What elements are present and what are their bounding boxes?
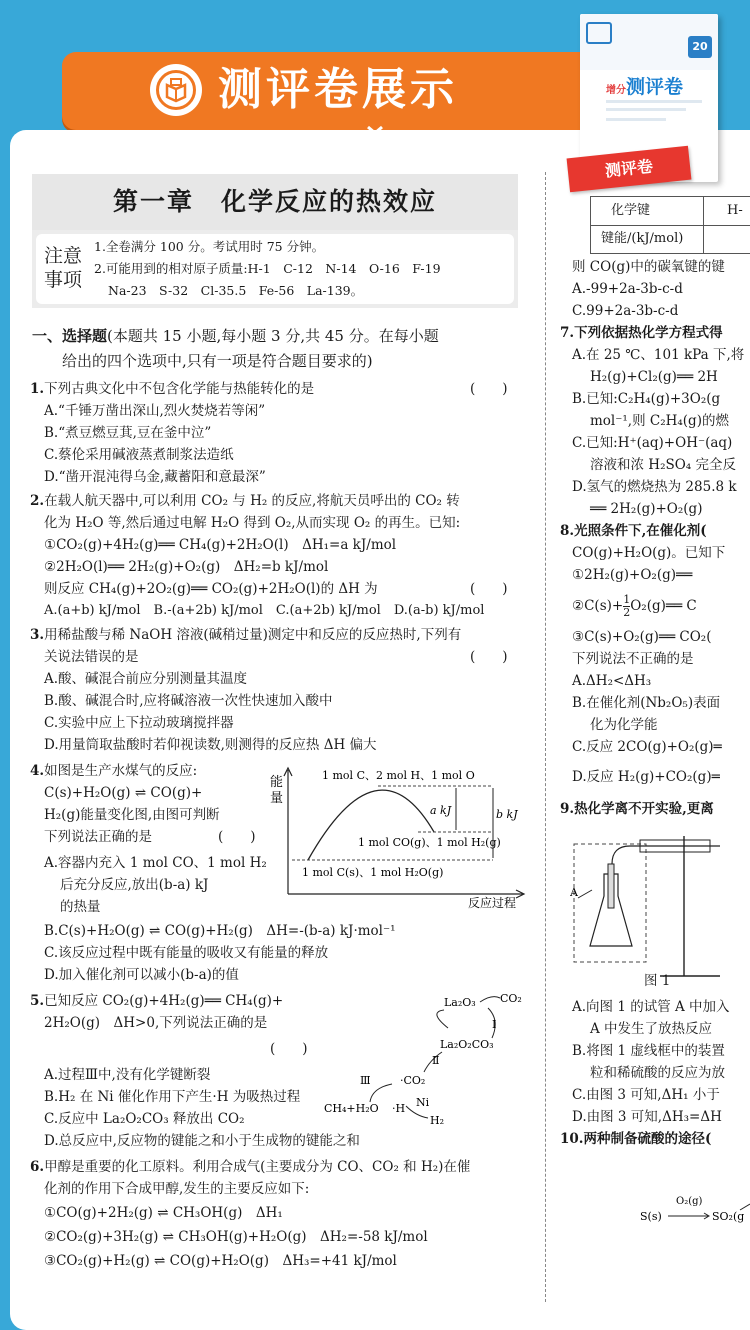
q5-line-1: 5.已知反应 CO₂(g)+4H₂(g)══ CH₄(g)+ [30, 993, 284, 1009]
b-kj-label: b kJ [496, 808, 518, 821]
q7-d: D.氢气的燃烧热为 285.8 k [572, 479, 737, 495]
chapter-title: 第一章 化学反应的热效应 [112, 187, 437, 216]
q7-b-2: mol⁻¹,则 C₂H₄(g)的燃 [590, 413, 729, 429]
sulfur-path-diagram [640, 1190, 750, 1230]
q3-option-a: A.酸、碱混合前应分别测量其温度 [44, 671, 248, 687]
level-mid-label: 1 mol CO(g)、1 mol H₂(g) [358, 836, 501, 849]
q1-option-d: D.“凿开混沌得乌金,藏蓄阳和意最深” [44, 469, 266, 485]
co2-top-label: CO₂ [500, 992, 522, 1005]
h2-label: H₂ [430, 1114, 445, 1127]
q7-a-2: H₂(g)+Cl₂(g)══ 2H [590, 369, 718, 385]
q2-line-3: 则反应 CH₄(g)+2O₂(g)══ CO₂(g)+2H₂O(l)的 ΔH 为 [44, 581, 378, 597]
q8-line-2: CO(g)+H₂O(g)。已知下 [572, 545, 726, 561]
h-radical-label: ·H [392, 1102, 406, 1115]
q2-line-2: 化为 H₂O 等,然后通过电解 H₂O 得到 O₂,从而实现 O₂ 的再生。已知: [44, 515, 461, 531]
q4-option-a-1: A.容器内充入 1 mol CO、1 mol H₂ [44, 855, 267, 871]
notes-line-2: 2.可能用到的相对原子质量:H-1 C-12 N-14 O-16 F-19 [94, 261, 441, 276]
q1-option-c: C.蔡伦采用碱液蒸煮制浆法造纸 [44, 447, 234, 463]
q4-option-d: D.加入催化剂可以减小(b-a)的值 [44, 967, 239, 983]
q9-c: C.由图 3 可知,ΔH₁ 小于 [572, 1087, 720, 1103]
q6-eq-1: ①CO(g)+2H₂(g) ⇌ CH₃OH(g) ΔH₁ [44, 1205, 283, 1221]
y-axis-label-2: 量 [270, 791, 284, 806]
figure-1-label: 图 1 [644, 973, 671, 989]
q6-line-2: 化剂的作用下合成甲醇,发生的主要反应如下: [44, 1181, 310, 1197]
q8-b: B.在催化剂(Nb₂O₅)表面 [572, 695, 721, 711]
q6-line-1: 6.甲醇是重要的化工原料。利用合成气(主要成分为 CO、CO₂ 和 H₂)在催 [30, 1159, 471, 1175]
q8-sub: 下列说法不正确的是 [572, 651, 694, 667]
step-iii-label: Ⅲ [360, 1074, 371, 1087]
q1-option-a: A.“千锤万凿出深山,烈火焚烧若等闲” [44, 403, 266, 419]
q9-d: D.由图 3 可知,ΔH₃=ΔH [572, 1109, 722, 1125]
q4-option-a-2: 后充分反应,放出(b-a) kJ [60, 877, 209, 893]
step-i-label: Ⅰ [492, 1018, 497, 1031]
notes-line-1: 1.全卷满分 100 分。考试用时 75 分钟。 [94, 239, 325, 254]
q9-b-2: 粒和稀硫酸的反应为放 [590, 1065, 725, 1081]
label-a: A [570, 886, 578, 899]
q10-stem: 10.两种制备硫酸的途径( [560, 1131, 712, 1147]
q8-c: C.反应 2CO(g)+O₂(g)═ [572, 739, 722, 755]
q8-a: A.ΔH₂<ΔH₃ [572, 673, 652, 689]
q1-stem: 1.下列古典文化中不包含化学能与热能转化的是 [30, 381, 315, 397]
right-column [560, 160, 750, 1301]
a-kj-label: a kJ [430, 804, 452, 817]
book-icon [150, 64, 202, 116]
svg-text:S(s): S(s) [640, 1210, 662, 1223]
notes-label: 注意 事项 [43, 245, 82, 291]
bond-energy-table: 化学键 H- 键能/(kJ/mol) [590, 196, 750, 254]
q4-option-a-3: 的热量 [60, 899, 101, 915]
q4-line-1: 4.如图是生产水煤气的反应: [30, 763, 198, 779]
q5-bracket: ( ) [270, 1041, 308, 1057]
q2-eq-1: ①CO₂(g)+4H₂(g)══ CH₄(g)+2H₂O(l) ΔH₁=a kJ/mol [44, 537, 397, 553]
q4-bracket: ( ) [218, 829, 256, 845]
q5-option-d: D.总反应中,反应物的键能之和小于生成物的键能之和 [44, 1133, 360, 1149]
q8-eq-2: ②C(s)+ $\frac{1}{2}$ O₂(g)══ C [572, 593, 697, 619]
q8-eq-3: ③C(s)+O₂(g)══ CO₂( [572, 629, 712, 645]
column-divider [545, 172, 546, 1302]
banner-title: 测评卷展示 [218, 64, 458, 115]
q2-bracket: ( ) [470, 581, 508, 597]
level-top-label: 1 mol C、2 mol H、1 mol O [322, 769, 475, 782]
ni-label: Ni [416, 1096, 430, 1109]
notes-line-3: Na-23 S-32 Cl-35.5 Fe-56 La-139。 [108, 283, 364, 298]
y-axis-label-1: 能 [270, 775, 284, 790]
reaction-cycle-diagram [320, 988, 530, 1128]
q5-option-c: C.反应中 La₂O₂CO₃ 释放出 CO₂ [44, 1111, 245, 1127]
q2-eq-2: ②2H₂O(l)══ 2H₂(g)+O₂(g) ΔH₂=b kJ/mol [44, 559, 329, 575]
q7-a: A.在 25 ℃、101 kPa 下,将 [572, 347, 745, 363]
q4-line-3: H₂(g)能量变化图,由图可判断 [44, 807, 220, 823]
right-line-3: C.99+2a-3b-c-d [572, 303, 679, 319]
energy-diagram [268, 764, 528, 910]
q4-option-c: C.该反应过程中既有能量的吸收又有能量的释放 [44, 945, 329, 961]
q9-a-2: A 中发生了放热反应 [590, 1021, 713, 1037]
q4-line-2: C(s)+H₂O(g) ⇌ CO(g)+ [44, 785, 203, 801]
q3-option-d: D.用量筒取盐酸时若仰视读数,则测得的反应热 ΔH 偏大 [44, 737, 377, 753]
svg-text:O₂(g): O₂(g) [676, 1196, 703, 1207]
q7-d-2: ══ 2H₂(g)+O₂(g) [590, 501, 703, 517]
q8-stem: 8.光照条件下,在催化剂( [560, 523, 707, 539]
q5-option-a: A.过程Ⅲ中,没有化学键断裂 [44, 1067, 211, 1083]
q1-option-b: B.“煮豆燃豆萁,豆在釜中泣” [44, 425, 212, 441]
section-desc: 给出的四个选项中,只有一项是符合题目要求的) [62, 352, 373, 370]
q3-line-1: 3.用稀盐酸与稀 NaOH 溶液(碱稍过量)测定中和反应的反应热时,下列有 [30, 627, 462, 643]
q2-options: A.(a+b) kJ/mol B.-(a+2b) kJ/mol C.(a+2b) kJ/mol D.(a-b) kJ/mol [44, 603, 485, 618]
q7-c: C.已知:H⁺(aq)+OH⁻(aq) [572, 435, 733, 451]
la2o3-label: La₂O₃ [444, 996, 476, 1009]
q9-b: B.将图 1 虚线框中的装置 [572, 1043, 725, 1059]
q6-eq-2: ②CO₂(g)+3H₂(g) ⇌ CH₃OH(g)+H₂O(g) ΔH₂=-58 kJ/mol [44, 1229, 428, 1245]
q8-b-2: 化为化学能 [590, 717, 658, 733]
q3-option-b: B.酸、碱混合时,应将碱溶液一次性快速加入酸中 [44, 693, 333, 709]
section-heading: 一、选择题(本题共 15 小题,每小题 3 分,共 45 分。在每小题 [32, 327, 439, 345]
q9-stem: 9.热化学离不开实验,更离 [560, 801, 714, 817]
q5-option-b: B.H₂ 在 Ni 催化作用下产生·H 为吸热过程 [44, 1089, 301, 1105]
q4-line-4: 下列说法正确的是 [44, 829, 152, 845]
q5-line-2: 2H₂O(g) ΔH>0,下列说法正确的是 [44, 1015, 268, 1031]
apparatus-figure [570, 836, 750, 986]
right-line-2: A.-99+2a-3b-c-d [572, 281, 683, 297]
q7-c-2: 溶液和浓 H₂SO₄ 完全反 [590, 457, 736, 473]
q4-option-b: B.C(s)+H₂O(g) ⇌ CO(g)+H₂(g) ΔH=-(b-a) kJ·mol⁻¹ [44, 923, 396, 939]
right-line-1: 则 CO(g)中的碳氧键的键 [572, 259, 725, 275]
book-title: 增分测评卷 [606, 76, 684, 98]
book-number: 20 [688, 36, 712, 58]
q3-option-c: C.实验中应上下拉动玻璃搅拌器 [44, 715, 234, 731]
q6-eq-3: ③CO₂(g)+H₂(g) ⇌ CO(g)+H₂O(g) ΔH₃=+41 kJ/mol [44, 1253, 397, 1269]
q7-b: B.已知:C₂H₄(g)+3O₂(g [572, 391, 721, 407]
svg-text:SO₂(g: SO₂(g [712, 1210, 745, 1223]
logo-icon [586, 22, 612, 44]
level-bottom-label: 1 mol C(s)、1 mol H₂O(g) [302, 866, 444, 879]
q9-a: A.向图 1 的试管 A 中加入 [572, 999, 730, 1015]
q8-eq-1: ①2H₂(g)+O₂(g)══ [572, 567, 693, 583]
q1-bracket: ( ) [470, 381, 508, 397]
q3-bracket: ( ) [470, 649, 508, 665]
book-tag: 测评卷 [567, 146, 692, 193]
x-axis-label: 反应过程 [468, 896, 517, 910]
step-ii-label: Ⅱ [432, 1054, 440, 1067]
q2-line-1: 2.在载人航天器中,可以利用 CO₂ 与 H₂ 的反应,将航天员呼出的 CO₂ 转 [30, 493, 460, 509]
ch4-h2o-label: CH₄+H₂O [324, 1102, 379, 1115]
la2o2co3-label: La₂O₂CO₃ [440, 1038, 494, 1051]
co2-radical-label: ·CO₂ [400, 1074, 426, 1087]
q8-d: D.反应 H₂(g)+CO₂(g)═ [572, 769, 720, 785]
q3-line-2: 关说法错误的是 [44, 649, 139, 665]
q7-stem: 7.下列依据热化学方程式得 [560, 325, 723, 341]
